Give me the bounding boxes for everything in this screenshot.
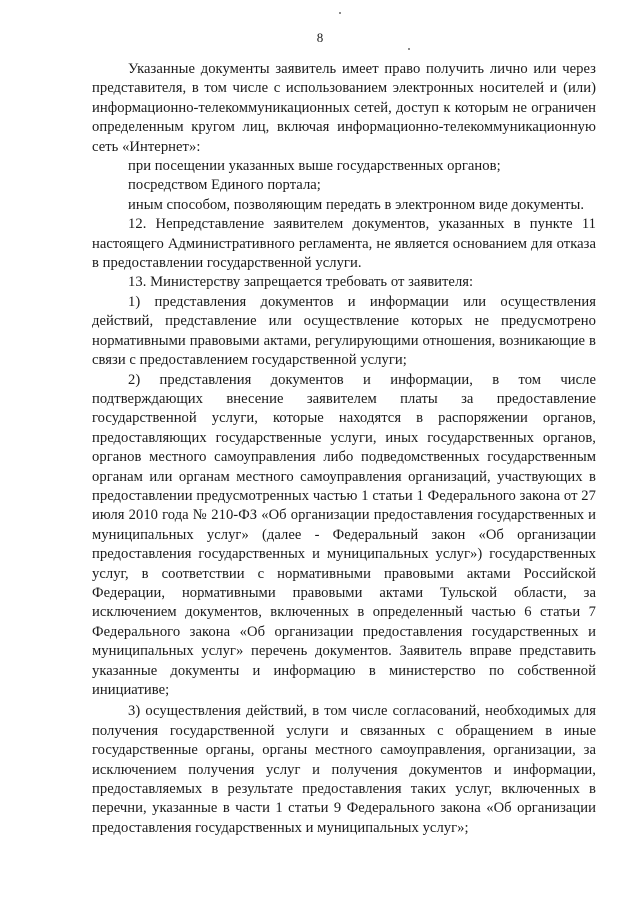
paragraph-documents-right: Указанные документы заявитель имеет право получить лично или через представителя, в том числе с использованием электронных носителей и (или) информационно-телекоммуникационных сетей, доступ к которым не ограничен определенным кругом лиц, включая информационно-телекоммуникационную сеть «Интернет»: <box>92 61 596 155</box>
page-number: 8 <box>316 30 324 45</box>
paragraph-item-13: 13. Министерству запрещается требовать от заявителя: <box>128 274 474 291</box>
paragraph-visit-option: при посещении указанных выше государственных органов; <box>128 158 501 175</box>
paragraph-other-option: иным способом, позволяющим передать в электронном виде документы. <box>128 196 585 213</box>
paragraph-item-12: 12. Непредставление заявителем документов, указанных в пункте 11 настоящего Административного регламента, не является основанием для отказа в предоставлении государственной услуги. <box>92 216 596 272</box>
paragraph-portal-option: посредством Единого портала; <box>128 177 321 194</box>
paragraph-subitem-3: 3) осуществления действий, в том числе согласований, необходимых для получения государственной услуги и связанных с обращением в иные государственные органы, органы местного самоуправления, организации, за исключением получения услуг и получения документов и информации, предоставляемых в результате предоставления таких услуг, включенных в перечни, указанные в части 1 статьи 9 Федерального закона «Об организации предоставления государственных и муниципальных услуг»; <box>92 703 596 836</box>
document-body <box>92 60 596 838</box>
paragraph-subitem-1: 1) представления документов и информации или осуществления действий, представление или осуществление которых не предусмотрено нормативными правовыми актами, регулирующими отношения, возникающие в связи с предоставлением государственной услуги; <box>92 293 596 369</box>
scan-speck <box>339 12 341 14</box>
scan-speck <box>408 48 410 50</box>
paragraph-subitem-2: 2) представления документов и информации, в том числе подтверждающих внесение заявителем платы за предоставление государственной услуги, которые находятся в распоряжении органов, предоставляющих государственные услуги, иных государственных органов, органов местного самоуправления либо подведомственных государственным органам или органам местного самоуправления организаций, участвующих в предоставлении предусмотренных частью 1 статьи 1 Федерального закона от 27 июля 2010 года № 210-ФЗ «Об организации предоставления государственных и муниципальных услуг» (далее - Федеральный закон «Об организации предоставления государственных и муниципальных услуг») государственных услуг, в соответствии с нормативными правовыми актами Российской Федерации, нормативными правовыми актами Тульской области, за исключением документов, включенных в определенный частью 6 статьи 7 Федерального закона «Об организации предоставления государственных и муниципальных услуг» перечень документов. Заявитель вправе представить указанные документы и информацию в министерство по собственной инициативе; <box>92 371 596 698</box>
